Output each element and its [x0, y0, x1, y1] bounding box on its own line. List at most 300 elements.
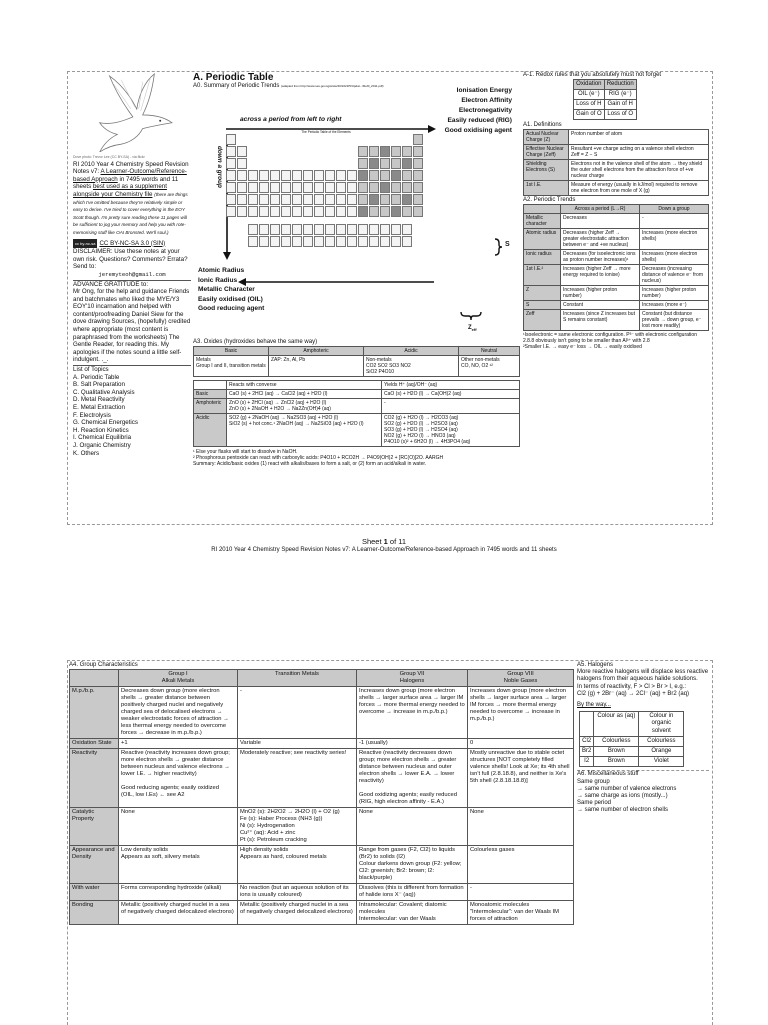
redox-cell: Loss of O	[604, 110, 636, 120]
rx-cell: ZnO (s) + 2HCl (aq) → ZnCl2 (aq) + H2O (l) ZnO (s) + 2NaOH + H2O → Na2Zn(OH)4 (aq)	[227, 399, 382, 414]
ox-header: Amphoteric	[269, 347, 364, 356]
element-cell	[380, 206, 390, 217]
element-cell	[380, 236, 390, 247]
trend-cell: Increases (higher proton number)	[561, 286, 640, 301]
trend-cell: Increases (higher proton number)	[640, 286, 709, 301]
gc-cell: Reactive (reactivity decreases down group; more electron shells → greater distance between nucleus and outer electron shells → lower E.A. → lower reactivity) Good oxidizing agents; easily reduced (RIG, high electron affinity - E.A.)	[357, 749, 468, 808]
gc-header	[70, 670, 119, 687]
element-cell	[402, 194, 412, 205]
topic-item: D. Metal Reactivity	[73, 396, 125, 404]
oxide-reactions-table	[193, 380, 520, 447]
license-text[interactable]: CC BY-NC-SA 3.0 (SIN)	[99, 239, 166, 247]
element-cell	[391, 170, 401, 181]
element-cell	[336, 182, 346, 193]
hal-label: I2	[580, 757, 594, 767]
rx-cell: SO2 (g) + 2NaOH (aq) → Na2SO3 (aq) + H2O (l) SiO2 (s) + hot conc.¹ 2NaOH (aq) → Na2SiO3 (aq) + H2O (l)	[227, 414, 382, 447]
hal-cell: Brown	[594, 757, 639, 767]
element-cell	[380, 194, 390, 205]
trend-cell: Decreases	[561, 214, 640, 229]
element-cell	[226, 146, 236, 157]
element-cell	[369, 170, 379, 181]
gc-cell: -1 (usually)	[357, 739, 468, 749]
down-label: down a group	[216, 146, 223, 188]
hal-cell: Violet	[639, 757, 684, 767]
trends-table	[523, 204, 709, 331]
element-cell	[237, 194, 247, 205]
gc-header: Transition Metals	[238, 670, 357, 687]
element-cell	[226, 194, 236, 205]
gc-cell: Moderately reactive; see reactivity series!	[238, 749, 357, 808]
topic-list	[73, 374, 191, 458]
element-cell	[413, 194, 423, 205]
trend-ionisation-energy: Ionisation Energy	[456, 87, 512, 94]
halogens-text: More reactive halogens will displace less reactive halogens from their aqueous halide solutions. In terms of reactivity, F > Cl > Br > I, e.g.: Cl2 (g) + 2Br⁻ (aq) → 2Cl⁻ (aq) + Br2 (aq)	[577, 669, 709, 697]
element-cell	[369, 224, 379, 235]
redox-cell: Loss of H	[574, 100, 605, 110]
element-cell	[336, 206, 346, 217]
intro-note: (there are things which I've omitted because they're relatively simple or easy to derive. I've tried to cover everything in the EOY Scott though. I'm pretty sure reading these 11 pages will be sufficient to jog your memory and help you with rote-memorising stuff like OAI Bronsted. We'll soul.)	[73, 191, 188, 235]
element-cell	[270, 182, 280, 193]
trend-cell: Constant	[561, 301, 640, 310]
sheet-number: 1	[383, 537, 388, 546]
element-cell	[380, 146, 390, 157]
element-cell	[226, 182, 236, 193]
rx-header	[194, 381, 227, 390]
section-title: A. Periodic Table	[193, 72, 274, 83]
element-cell	[226, 134, 236, 145]
gc-cell: Monoatomic molecules "Intermolecular": van der Waals IM forces of attraction	[468, 901, 574, 925]
element-cell	[303, 236, 313, 247]
element-cell	[226, 206, 236, 217]
element-cell	[281, 194, 291, 205]
oxides-title: A3. Oxides (hydroxides behave the same way)	[193, 339, 318, 345]
element-cell	[325, 194, 335, 205]
rx-label: Amphoteric	[194, 399, 227, 414]
gc-row-label: M.p./b.p.	[70, 687, 119, 739]
element-cell	[391, 194, 401, 205]
gc-cell: Reactive (reactivity increases down group; more electron shells → greater distance between nucleus and valence electrons → lower I.E. → higher reactivity) Good reducing agents; easily oxidized (OIL, low I.Es) ← see A2	[119, 749, 238, 808]
trend-atomic-radius: Atomic Radius	[198, 267, 245, 274]
gc-row-label: Catalytic Property	[70, 808, 119, 846]
sheet-counter	[0, 537, 768, 546]
sheet-1-left-column	[73, 72, 191, 457]
oxide-note: ¹ Else your flasks will start to dissolve in NaOH.	[193, 449, 298, 455]
element-cell	[413, 158, 423, 169]
element-cell	[413, 206, 423, 217]
trend-header: Across a period (L→R)	[561, 205, 640, 214]
element-cell	[237, 170, 247, 181]
trend-electronegativity: Electronegativity	[458, 107, 512, 114]
rx-label: Acidic	[194, 414, 227, 447]
oxide-notes	[193, 449, 520, 467]
gc-header: Group I Alkali Metals	[119, 670, 238, 687]
trend-cell: Increases (higher Zeff → more energy required to ionise)	[561, 265, 640, 286]
element-cell	[347, 170, 357, 181]
sheet-total: of 11	[387, 537, 407, 546]
across-label: across a period from left to right	[240, 116, 342, 123]
element-cell	[259, 194, 269, 205]
element-cell	[303, 170, 313, 181]
gc-row-label: With water	[70, 884, 119, 901]
trend-good-reducing: Good reducing agent	[198, 305, 265, 312]
topic-item: C. Qualitative Analysis	[73, 388, 135, 396]
group-characteristics	[69, 662, 574, 925]
hal-header	[580, 712, 594, 737]
rx-cell: -	[382, 399, 520, 414]
topic-item: K. Others	[73, 449, 100, 457]
topic-item: H. Reaction Kinetics	[73, 426, 129, 434]
zeff-label	[468, 325, 477, 332]
shielding-label: S	[505, 241, 510, 248]
element-cell	[270, 194, 280, 205]
element-cell	[259, 170, 269, 181]
topic-item: I. Chemical Equilibria	[73, 434, 132, 442]
summary-subtitle: A0. Summary of Periodic Trends	[193, 83, 280, 89]
topic-item: E. Metal Extraction	[73, 404, 125, 411]
trend-row-label: Ionic radius	[524, 250, 561, 265]
element-cell	[248, 182, 258, 193]
element-cell	[347, 182, 357, 193]
zeff-sub: eff	[471, 327, 477, 333]
element-cell	[413, 146, 423, 157]
gc-cell: None	[468, 808, 574, 846]
element-cell	[314, 194, 324, 205]
gc-row-label: Bonding	[70, 901, 119, 925]
redox-title: A-1. Redox rules that you absolutely must not forget	[523, 72, 662, 78]
element-cell	[358, 182, 368, 193]
gc-cell: High density solids Appears as hard, coloured metals	[238, 846, 357, 884]
trend-row-label: S	[524, 301, 561, 310]
trend-cell: Decreases (increasing distance of valence e⁻ from nucleus)	[640, 265, 709, 286]
element-cell	[314, 236, 324, 247]
element-cell	[226, 158, 236, 169]
element-cell	[336, 224, 346, 235]
trend-cell: -	[640, 214, 709, 229]
hal-header: Colour in organic solvent	[639, 712, 684, 737]
trend-cell: Increases (more e⁻)	[640, 301, 709, 310]
halogen-colour-table	[579, 711, 684, 767]
element-cell	[380, 170, 390, 181]
element-cell	[413, 170, 423, 181]
trends-left-list	[198, 266, 338, 314]
element-cell	[325, 236, 335, 247]
element-cell	[336, 170, 346, 181]
ox-cell: Metals Group I and II, transition metals	[194, 356, 269, 377]
disclaimer: DISCLAIMER: Use these notes at your own risk. Questions? Comments? Errata? Send to:	[73, 248, 188, 271]
element-cell	[281, 182, 291, 193]
def-term: Effective Nuclear Charge (Zeff)	[524, 145, 569, 160]
halogens-section	[577, 662, 709, 815]
def-text: Proton number of atom	[569, 130, 709, 145]
trend-row-label: Atomic radius	[524, 229, 561, 250]
element-cell	[369, 194, 379, 205]
gc-header: Group VIII Noble Gases	[468, 670, 574, 687]
element-cell	[314, 206, 324, 217]
element-cell	[226, 170, 236, 181]
def-text: Electrons not in the valence shell of the atom → they shield the outer shell electrons from the attraction force of +ve nuclear charge	[569, 160, 709, 181]
element-cell	[292, 236, 302, 247]
element-cell	[314, 224, 324, 235]
misc-title: A6. Miscellaneous stuff	[577, 770, 709, 778]
trend-cell: Increases (since Z increases but S remains constant)	[561, 310, 640, 331]
def-term: Actual Nuclear Charge (Z)	[524, 130, 569, 145]
halogens-title: A5. Halogens	[577, 662, 614, 668]
element-cell	[248, 194, 258, 205]
group-char-title: A4. Group Characteristics	[69, 662, 138, 668]
gc-cell: Forms corresponding hydroxide (alkali)	[119, 884, 238, 901]
element-cell	[292, 170, 302, 181]
rx-cell: CO2 (g) + H2O (l) → H2CO3 (aq) SO2 (g) + H2O (l) → H2SO3 (aq) SO3 (g) + H2O (l) → H2SO4 (aq) NO2 (g) + H2O (l) → HNO3 (aq) P4O10 (s)² + 6H2O (l) → 4H3PO4 (aq)	[382, 414, 520, 447]
hal-label: Br2	[580, 747, 594, 757]
element-cell	[369, 158, 379, 169]
gc-row-label: Oxidation State	[70, 739, 119, 749]
oxide-summary: Summary: Acidic/basic oxides (1) react with alkalis/bases to form a salt, or (2) form an acid/alkali in water.	[193, 461, 427, 467]
trend-row-label: Zeff	[524, 310, 561, 331]
element-cell	[391, 236, 401, 247]
def-term: 1st I.E.	[524, 181, 569, 196]
oxide-note: ² Phosphorous pentoxide can react with carboxylic acids: P4O10 + RCO2H → P4O9(OH)2 + [RC(O)]2O. AARGH	[193, 455, 444, 461]
gc-cell: Metallic (positively charged nuclei in a sea of negatively charged delocalized electrons)	[119, 901, 238, 925]
element-cell	[391, 206, 401, 217]
element-cell	[325, 182, 335, 193]
element-cell	[314, 182, 324, 193]
rx-header: Yields H⁺ (aq)/OH⁻ (aq)	[382, 381, 520, 390]
element-cell	[358, 206, 368, 217]
intro-rest: in 7495 words and 11 sheets	[73, 175, 179, 191]
rx-cell: CaO (s) + 2HCl (aq) → CaCl2 (aq) + H2O (l)	[227, 390, 382, 399]
element-cell	[358, 170, 368, 181]
element-cell	[259, 206, 269, 217]
rx-header: Reacts with converse	[227, 381, 382, 390]
gc-cell: 0	[468, 739, 574, 749]
element-cell	[358, 224, 368, 235]
by-the-way: By the way...	[577, 702, 611, 709]
photo-credit: Dove photo: Trevor Lee (CC BY-SA) - via flickr	[73, 154, 145, 159]
element-cell	[391, 158, 401, 169]
zeff-brace-icon	[460, 310, 482, 324]
element-cell	[270, 206, 280, 217]
gc-cell: -	[238, 687, 357, 739]
trend-electron-affinity: Electron Affinity	[461, 97, 512, 104]
gc-cell: Mostly unreactive due to stable octet structures [NOT completely filled valence shells! Look at Xe; its 4th shell isn't full (2.8.18.8), and neither is Xe's 5th shell (2.8.18.18.8)]	[468, 749, 574, 808]
element-cell	[325, 206, 335, 217]
element-cell	[325, 170, 335, 181]
trend-cell: Decreases (higher Zeff → greater electrostatic attraction between e⁻ and +ve nucleus)	[561, 229, 640, 250]
sheet-1-right-column	[523, 72, 709, 350]
element-cell	[380, 158, 390, 169]
trend-ionic-radius: Ionic Radius	[198, 276, 238, 284]
element-cell	[369, 236, 379, 247]
periodic-table-title: The Periodic Table of the Elements	[301, 130, 351, 134]
redox-table	[573, 79, 637, 120]
summary-source: (adapted from http://www.ses.gov.sg/www/40/1023/5/Updat.../Ref0_2011.pdf)	[281, 84, 384, 88]
gc-cell: +1	[119, 739, 238, 749]
gc-cell: None	[119, 808, 238, 846]
element-cell	[402, 158, 412, 169]
gc-header: Group VII Halogens	[357, 670, 468, 687]
element-cell	[303, 224, 313, 235]
gratitude-text: Mr Ong, for the help and guidance Friends and batchmates who liked the MYE/Y3 EOY'10 incarnation and helped with content/proofreading Daniel Siew for the dove drawing Sources, (hopefully) credited where appropriate (most content is paraphrased from the worksheets) The Gentle Reader, for reading this. My apologies if the notes sound a little self-indulgent. ._.	[73, 288, 191, 364]
element-cell	[380, 224, 390, 235]
hal-cell: Orange	[639, 747, 684, 757]
element-cell	[248, 170, 258, 181]
gc-cell: MnO2 (s): 2H2O2 → 2H2O (l) + O2 (g) Fe (s): Haber Process (NH3 (g)) Ni (s): Hydrogenation Cu²⁺ (aq): Acid + zinc Pt (s): Petroleum cracking	[238, 808, 357, 846]
element-cell	[391, 224, 401, 235]
element-cell	[248, 206, 258, 217]
gratitude-title: ADVANCE GRATITUDE to:	[73, 280, 191, 289]
element-cell	[380, 182, 390, 193]
element-cell	[303, 194, 313, 205]
element-cell	[391, 146, 401, 157]
element-cell	[336, 194, 346, 205]
element-cell	[270, 224, 280, 235]
oxides-section	[193, 339, 520, 467]
redox-cell: OIL (e⁻)	[574, 90, 605, 100]
trend-row-label: 1st I.E.²	[524, 265, 561, 286]
trend-cell: Increases (more electron shells)	[640, 229, 709, 250]
element-cell	[347, 224, 357, 235]
redox-header: Oxidation	[574, 80, 605, 90]
trend-easily-oxidised: Easily oxidised (OIL)	[198, 295, 263, 303]
def-term: Shielding Electrons (S)	[524, 160, 569, 181]
ox-header: Basic	[194, 347, 269, 356]
intro-link[interactable]: A Learner-Outcome/Reference-based Approach	[73, 168, 187, 183]
element-cell	[347, 194, 357, 205]
gc-cell: -	[468, 884, 574, 901]
ox-cell: Non-metals CO2 SO2 SO3 NO2 SiO2 P4O10	[364, 356, 459, 377]
element-cell	[402, 236, 412, 247]
element-cell	[259, 224, 269, 235]
periodic-table-graphic	[226, 130, 426, 250]
trend-easily-reduced: Easily reduced (RIG)	[447, 117, 512, 124]
zeff-main: Z	[468, 325, 472, 331]
rx-label: Basic	[194, 390, 227, 399]
element-cell	[292, 194, 302, 205]
gc-cell: Range from gases (F2, Cl2) to liquids (Br2) to solids (I2) Colour darkens down group (F2: yellow; Cl2: greenish; Br2: brown; I2: black/purple)	[357, 846, 468, 884]
cc-badge-icon: cc by-nc-sa	[73, 239, 97, 249]
element-cell	[237, 158, 247, 169]
element-cell	[391, 182, 401, 193]
ox-cell: Other non-metals CO, NO, O2 ¹²	[459, 356, 520, 377]
element-cell	[413, 134, 423, 145]
def-text: Resultant +ve charge acting on a valence shell electron Zeff = Z − S	[569, 145, 709, 160]
element-cell	[347, 206, 357, 217]
element-cell	[248, 224, 258, 235]
element-cell	[270, 170, 280, 181]
gc-cell: Low density solids Appears as soft, silvery metals	[119, 846, 238, 884]
element-cell	[336, 236, 346, 247]
trend-cell: Increases (more electron shells)	[640, 250, 709, 265]
def-text: Measure of energy (usually in kJ/mol) required to remove one electron from one mole of X (g)	[569, 181, 709, 196]
definitions-title: A1. Definitions	[523, 122, 562, 128]
hal-label: Cl2	[580, 736, 594, 746]
ox-header: Acidic	[364, 347, 459, 356]
gc-row-label: Appearance and Density	[70, 846, 119, 884]
element-cell	[281, 224, 291, 235]
sheet-label: Sheet	[361, 537, 384, 546]
element-cell	[248, 236, 258, 247]
trend-header	[524, 205, 561, 214]
element-cell	[358, 158, 368, 169]
trends-title: A2. Periodic Trends	[523, 197, 576, 203]
gc-cell: None	[357, 808, 468, 846]
trend-row-label: Z	[524, 286, 561, 301]
element-cell	[402, 182, 412, 193]
gc-row-label: Reactivity	[70, 749, 119, 808]
intro-title: RI 2010 Year 4 Chemistry Speed Revision Notes v7:	[73, 160, 189, 176]
topic-item: F. Electrolysis	[73, 411, 111, 419]
element-cell	[237, 182, 247, 193]
element-cell	[358, 194, 368, 205]
trend-header: Down a group	[640, 205, 709, 214]
topic-item: A. Periodic Table	[73, 373, 120, 381]
trend-note: ¹Isoelectronic = same electronic configuration. P³⁻ with electronic configuration 2.8.8 obviously isn't going to be smaller than Al³⁺ with 2.8	[523, 332, 697, 344]
ox-cell: ZAP: Zn, Al, Pb	[269, 356, 364, 377]
trends-notes	[523, 332, 709, 350]
footer-line: RI 2010 Year 4 Chemistry Speed Revision Notes v7: A Learner-Outcome/Reference-based Approach in 7495 words and 11 sheets	[211, 547, 557, 553]
topic-item: G. Chemical Energetics	[73, 419, 138, 427]
element-cell	[303, 182, 313, 193]
trend-good-oxidising: Good oxidising agent	[444, 127, 512, 134]
element-cell	[281, 206, 291, 217]
element-cell	[314, 170, 324, 181]
rx-cell: CaO (s) + H2O (l) → Ca(OH)2 (aq)	[382, 390, 520, 399]
element-cell	[292, 224, 302, 235]
redox-cell: Gain of O	[574, 110, 605, 120]
element-cell	[369, 182, 379, 193]
element-cell	[402, 224, 412, 235]
hal-header: Colour as (aq)	[594, 712, 639, 737]
element-cell	[402, 206, 412, 217]
intro-text-2: best used as a supplement alongside your Chemistry file	[73, 183, 167, 198]
gc-cell: Colourless gases	[468, 846, 574, 884]
element-cell	[325, 224, 335, 235]
element-cell	[259, 236, 269, 247]
oxides-table	[193, 346, 520, 377]
element-cell	[358, 146, 368, 157]
gc-cell: Increases down group (more electron shells → larger surface area → larger IM forces → more thermal energy needed to overcome → increase in m.p./b.p.)	[357, 687, 468, 739]
gc-cell: Intramolecular: Covalent; diatomic molecules Intermolecular: van der Waals	[357, 901, 468, 925]
element-cell	[402, 170, 412, 181]
element-cell	[413, 182, 423, 193]
hal-cell: Brown	[594, 747, 639, 757]
element-cell	[402, 146, 412, 157]
hal-cell: Colourless	[594, 736, 639, 746]
gc-cell: Dissolves (this is different from formation of halide ions X⁻ (aq))	[357, 884, 468, 901]
gc-cell: Metallic (positively charged nuclei in a sea of negatively charged delocalized electrons)	[238, 901, 357, 925]
contact-email[interactable]: jeremyteoh@gmail.com	[98, 270, 166, 278]
hal-cell: Colourless	[639, 736, 684, 746]
redox-header: Reduction	[604, 80, 636, 90]
trend-cell: Decreases (for isoelectronic ions as proton number increases)¹	[561, 250, 640, 265]
gc-cell: Decreases down group (more electron shells → greater distance between positively charged nuclei and negatively charged sea of delocalised electrons → weaker electrostatic forces of attraction → less thermal energy needed to overcome forces → decrease in m.p./b.p.)	[119, 687, 238, 739]
element-cell	[292, 206, 302, 217]
element-cell	[237, 206, 247, 217]
element-cell	[259, 182, 269, 193]
element-cell	[358, 236, 368, 247]
redox-cell: Gain of H	[604, 100, 636, 110]
trend-note: ²Smaller I.E. → easy e⁻ loss → OIL → easily oxidised	[523, 344, 642, 350]
ox-header: Neutral	[459, 347, 520, 356]
element-cell	[347, 236, 357, 247]
gc-cell: No reaction (but an aqueous solution of its ions is usually coloured)	[238, 884, 357, 901]
trend-row-label: Metallic character	[524, 214, 561, 229]
gc-cell: Variable	[238, 739, 357, 749]
topics-title: List of Topics	[73, 365, 191, 374]
definitions-table	[523, 129, 709, 196]
element-cell	[270, 236, 280, 247]
element-cell	[281, 170, 291, 181]
